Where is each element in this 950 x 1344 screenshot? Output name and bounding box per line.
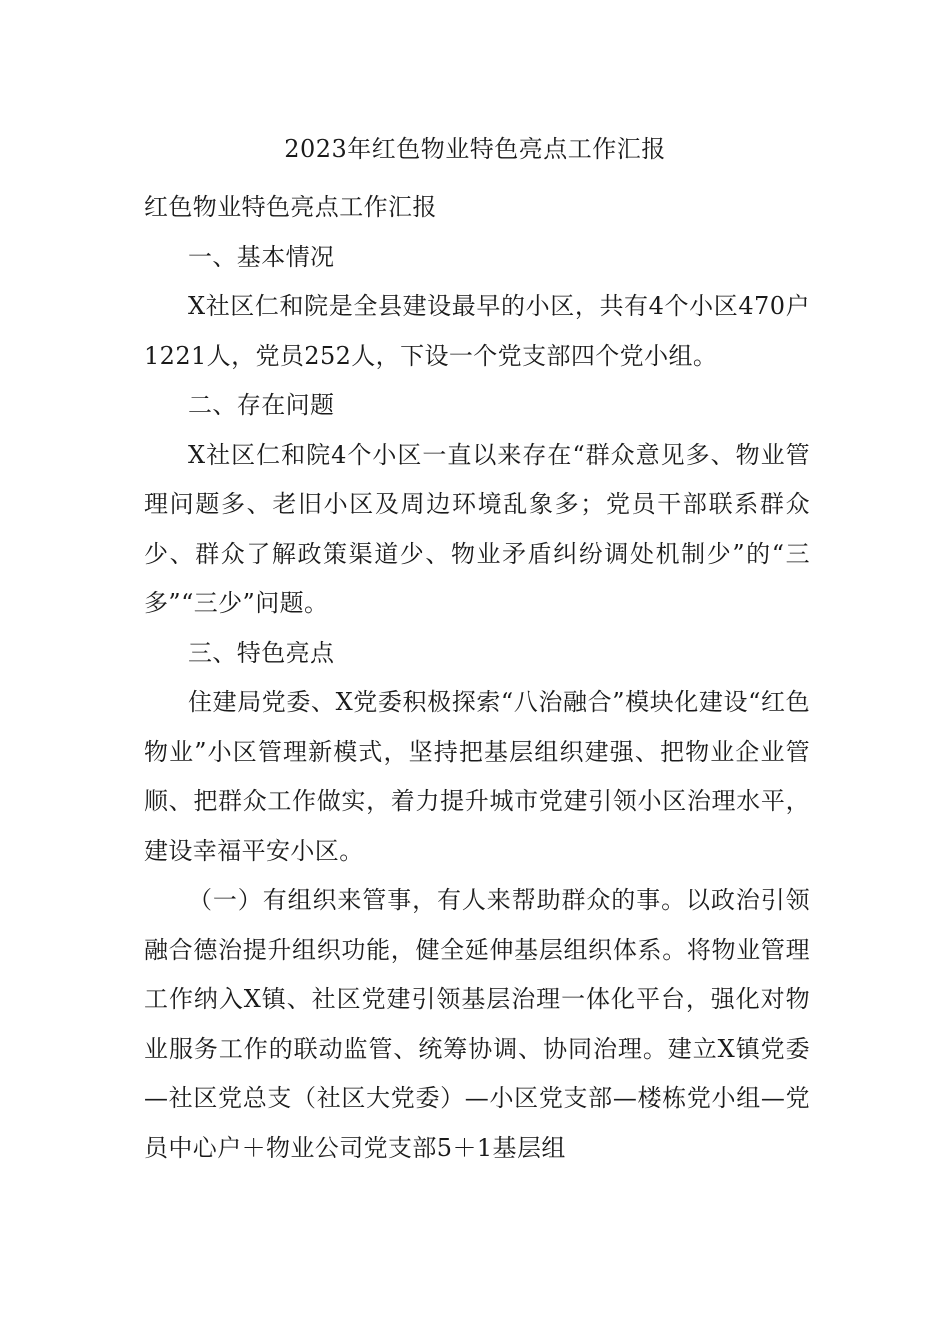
paragraph-highlights: 住建局党委、X党委积极探索“八治融合”模块化建设“红色物业”小区管理新模式，坚持把基层组织建强、把物业企业管顺、把群众工作做实，着力提升城市党建引领小区治理水平，建设幸福平安小区。 xyxy=(144,688,810,865)
paragraph-highlights-sub1: （一）有组织来管事，有人来帮助群众的事。以政治引领融合德治提升组织功能，健全延伸基层组织体系。将物业管理工作纳入X镇、社区党建引领基层治理一体化平台，强化对物业服务工作的联动监管、统筹协调、协同治理。建立X镇党委—社区党总支（社区大党委）—小区党支部—楼栋党小组—党员中心户＋物业公司党支部5＋1基层组 xyxy=(144,886,810,1162)
section-heading-basic-info: 一、基本情况 xyxy=(188,242,335,271)
paragraph-basic-info: X社区仁和院是全县建设最早的小区，共有4个小区470户1221人，党员252人，下设一个党支部四个党小组。 xyxy=(144,292,810,370)
section-heading-problems: 二、存在问题 xyxy=(188,391,335,419)
paragraph-problems: X社区仁和院4个小区一直以来存在“群众意见多、物业管理问题多、老旧小区及周边环境乱象多；党员干部联系群众少、群众了解政策渠道少、物业矛盾纠纷调处机制少”的“三多”“三少”问题。 xyxy=(144,440,810,617)
section-heading-highlights: 三、特色亮点 xyxy=(188,638,335,667)
document-title: 2023年红色物业特色亮点工作汇报 xyxy=(284,135,666,163)
document-subtitle: 红色物业特色亮点工作汇报 xyxy=(144,193,437,221)
document-body xyxy=(144,183,810,1173)
